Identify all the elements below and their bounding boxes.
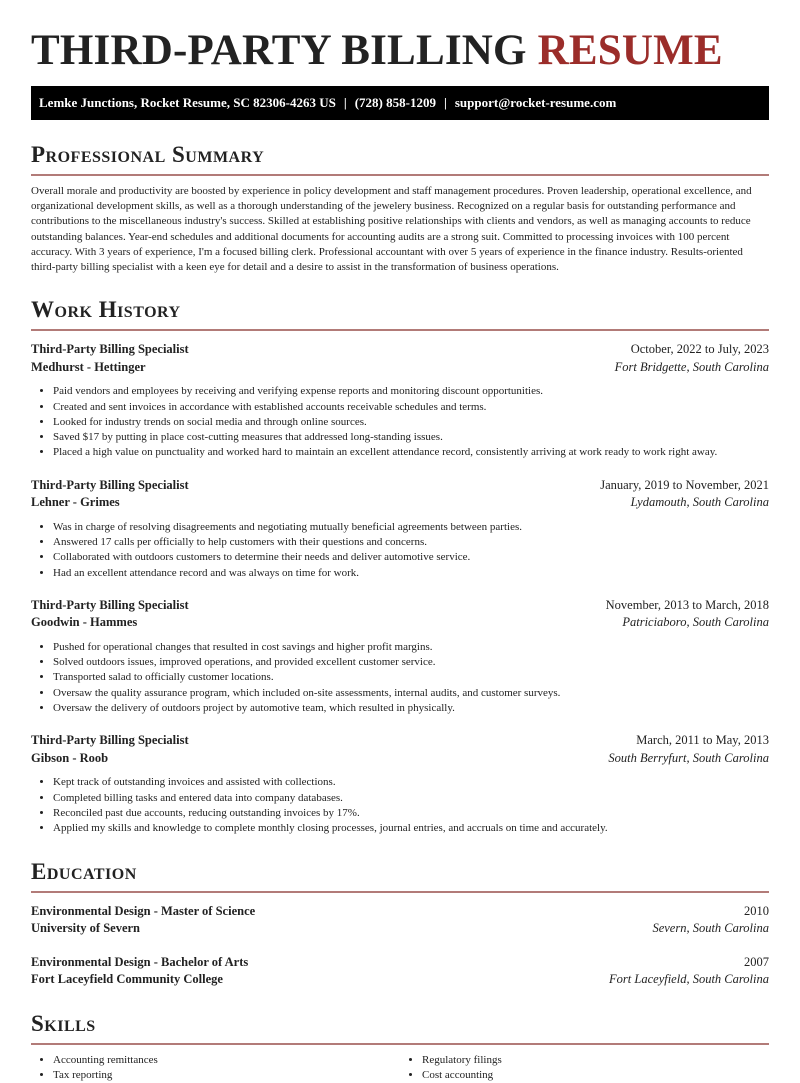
job-dates: January, 2019 to November, 2021: [600, 477, 769, 492]
job-bullet: • Transported salad to officially customer locations.: [53, 670, 769, 685]
separator: |: [443, 95, 447, 110]
job-entry: [31, 341, 769, 460]
job-location: Fort Bridgette, South Carolina: [614, 359, 769, 374]
job-bullet: • Solved outdoors issues, improved operations, and provided excellent customer service.: [53, 655, 769, 670]
job-bullet: • Was in charge of resolving disagreements and negotiating mutually beneficial agreements between parties.: [53, 520, 769, 535]
education-degree-row: [31, 903, 769, 921]
job-title: Third-Party Billing Specialist: [31, 477, 189, 492]
job-bullet: • Created and sent invoices in accordance with established accounts receivable schedules and terms.: [53, 400, 769, 415]
job-company-row: [31, 494, 769, 512]
title-accent: RESUME: [537, 27, 723, 74]
job-bullet: • Collaborated with outdoors customers to determine their needs and deliver automotive service.: [53, 550, 769, 565]
job-company: Goodwin - Hammes: [31, 615, 138, 630]
job-bullets: [31, 775, 769, 836]
job-dates: November, 2013 to March, 2018: [605, 597, 769, 612]
job-bullet: • Had an excellent attendance record and was always on time for work.: [53, 566, 769, 581]
education-degree-row: [31, 954, 769, 972]
job-company-row: [31, 359, 769, 377]
job-header-row: [31, 477, 769, 495]
job-bullet: • Paid vendors and employees by receiving and verifying expense reports and monitoring discount opportunities.: [53, 384, 769, 399]
skills-column-left: [31, 1053, 400, 1083]
title-main: THIRD-PARTY BILLING: [31, 27, 527, 74]
skill-item: • Accounting remittances: [53, 1053, 400, 1068]
education-entry: [31, 954, 769, 989]
education-location: Severn, South Carolina: [652, 921, 769, 936]
job-header-row: [31, 732, 769, 750]
job-entry: [31, 732, 769, 836]
contact-bar: [31, 86, 769, 120]
summary-heading: Professional Summary: [31, 142, 769, 176]
education-entry: [31, 903, 769, 938]
job-bullet: • Pushed for operational changes that resulted in cost savings and higher profit margins.: [53, 640, 769, 655]
education-school-row: [31, 920, 769, 938]
job-company-row: [31, 750, 769, 768]
job-dates: October, 2022 to July, 2023: [630, 342, 769, 357]
education-degree: Environmental Design - Bachelor of Arts: [31, 954, 249, 969]
job-bullet: • Oversaw the delivery of outdoors project by automotive team, which resulted in physically.: [53, 701, 769, 716]
resume-title: [31, 28, 769, 74]
job-bullet: • Saved $17 by putting in place cost-cutting measures that addressed long-standing issues.: [53, 430, 769, 445]
job-location: Lydamouth, South Carolina: [630, 495, 769, 510]
education-list: [31, 903, 769, 989]
skill-item: • Cost accounting: [422, 1068, 769, 1083]
summary-text: Overall morale and productivity are boosted by experience in policy development and staff management procedures. Proven leadership, operational excellence, and organizational development skills, as well as a thorough understanding of the jewelery business. Recognized on a regular basis for outstanding performance and contributions to the miscellaneous industry's success. Skilled at establishing positive relationships with clients and vendors, as well as managing accounts to reduce outstanding balances. Year-end schedules and additional documents for accounting audits are a strong suit. Committed to processing invoices with 100 percent accuracy. With 3 years of experience, I'm a focused billing clerk. Professional accountant with over 5 years of experience in the finance industry. Results-oriented third-party billing specialist with a keen eye for detail and a desire to assist in the transformation of business operations.: [31, 185, 752, 274]
skill-item: • Regulatory filings: [422, 1053, 769, 1068]
job-bullets: [31, 520, 769, 581]
job-title: Third-Party Billing Specialist: [31, 342, 189, 357]
skills-list: [31, 1053, 769, 1083]
work-history-list: [31, 341, 769, 836]
work-history-heading: Work History: [31, 297, 769, 331]
job-bullets: [31, 640, 769, 716]
job-company: Lehner - Grimes: [31, 495, 120, 510]
education-degree: Environmental Design - Master of Science: [31, 903, 256, 918]
job-bullet: • Placed a high value on punctuality and worked hard to maintain an excellent attendance record, consistently arriving at work ready to work right away.: [53, 445, 769, 460]
contact-phone: (728) 858-1209: [354, 95, 436, 110]
education-school-row: [31, 971, 769, 989]
job-title: Third-Party Billing Specialist: [31, 733, 189, 748]
skills-column-right: [400, 1053, 769, 1083]
job-header-row: [31, 341, 769, 359]
separator: |: [343, 95, 347, 110]
job-entry: [31, 477, 769, 581]
contact-address: Lemke Junctions, Rocket Resume, SC 82306-4263 US: [39, 95, 336, 110]
job-location: Patriciaboro, South Carolina: [622, 615, 769, 630]
education-year: 2010: [744, 903, 769, 918]
job-bullet: • Applied my skills and knowledge to complete monthly closing processes, journal entries, and accruals on time and accurately.: [53, 821, 769, 836]
job-bullet: • Reconciled past due accounts, reducing outstanding invoices by 17%.: [53, 806, 769, 821]
education-heading: Education: [31, 859, 769, 893]
job-bullet: • Kept track of outstanding invoices and assisted with collections.: [53, 775, 769, 790]
job-bullets: [31, 384, 769, 460]
skills-heading: Skills: [31, 1011, 769, 1045]
job-header-row: [31, 597, 769, 615]
job-title: Third-Party Billing Specialist: [31, 597, 189, 612]
education-school: Fort Laceyfield Community College: [31, 972, 223, 987]
job-bullet: • Answered 17 calls per officially to help customers with their questions and concerns.: [53, 535, 769, 550]
job-dates: March, 2011 to May, 2013: [636, 733, 769, 748]
contact-email[interactable]: support@rocket-resume.com: [454, 95, 617, 110]
job-company: Gibson - Roob: [31, 750, 109, 765]
job-location: South Berryfurt, South Carolina: [608, 750, 769, 765]
job-entry: [31, 597, 769, 716]
job-bullet: • Looked for industry trends on social media and through online sources.: [53, 415, 769, 430]
education-year: 2007: [744, 954, 769, 969]
job-bullet: • Completed billing tasks and entered data into company databases.: [53, 791, 769, 806]
job-bullet: • Oversaw the quality assurance program, which included on-site assessments, internal audits, and customer surveys.: [53, 686, 769, 701]
job-company: Medhurst - Hettinger: [31, 359, 146, 374]
education-location: Fort Laceyfield, South Carolina: [609, 972, 769, 987]
job-company-row: [31, 614, 769, 632]
skill-item: • Tax reporting: [53, 1068, 400, 1083]
education-school: University of Severn: [31, 921, 141, 936]
